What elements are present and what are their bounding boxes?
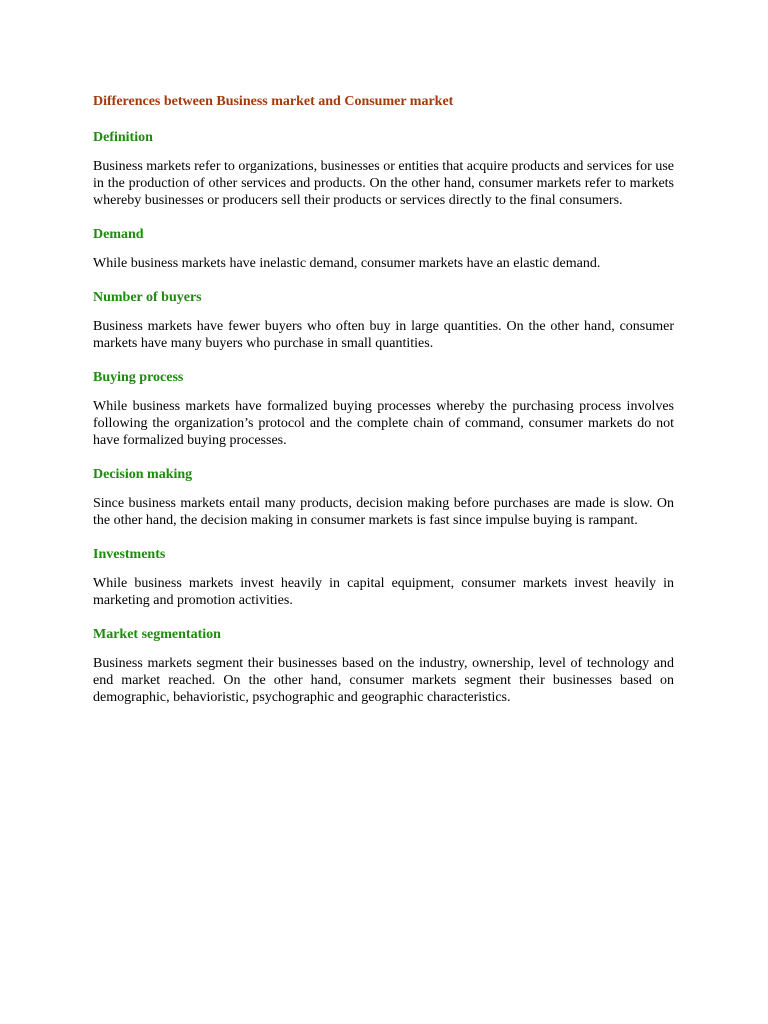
document-page [93,93,674,723]
section-heading: Definition [93,130,153,145]
section-definition [93,129,674,209]
section-heading: Market segmentation [93,627,221,642]
section-paragraph: Business markets have fewer buyers who often buy in large quantities. On the other hand, consumer markets have many buyers who purchase in small quantities. [93,319,674,351]
section-investments [93,546,674,609]
section-paragraph: While business markets have inelastic demand, consumer markets have an elastic demand. [93,256,601,271]
section-paragraph: While business markets have formalized buying processes whereby the purchasing process involves following the organization’s protocol and the complete chain of command, consumer markets do not have formalized buying processes. [93,399,674,448]
section-heading: Number of buyers [93,290,202,305]
section-heading: Decision making [93,467,193,482]
section-paragraph: While business markets invest heavily in capital equipment, consumer markets invest heavily in marketing and promotion activities. [93,576,674,608]
section-heading: Investments [93,547,166,562]
section-demand [93,226,674,272]
section-buying-process [93,369,674,449]
section-heading: Buying process [93,370,184,385]
section-paragraph: Since business markets entail many products, decision making before purchases are made is slow. On the other hand, the decision making in consumer markets is fast since impulse buying is rampant. [93,496,674,528]
document-title: Differences between Business market and Consumer market [93,94,454,109]
section-paragraph: Business markets refer to organizations, businesses or entities that acquire products and services for use in the production of other services and products. On the other hand, consumer markets refer to markets whereby businesses or producers sell their products or services directly to the final consumers. [93,159,674,208]
section-number-of-buyers [93,289,674,352]
section-heading: Demand [93,227,144,242]
section-paragraph: Business markets segment their businesses based on the industry, ownership, level of technology and end market reached. On the other hand, consumer markets segment their businesses based on demographic, behavioristic, psychographic and geographic characteristics. [93,656,674,705]
section-market-segmentation [93,626,674,706]
section-decision-making [93,466,674,529]
